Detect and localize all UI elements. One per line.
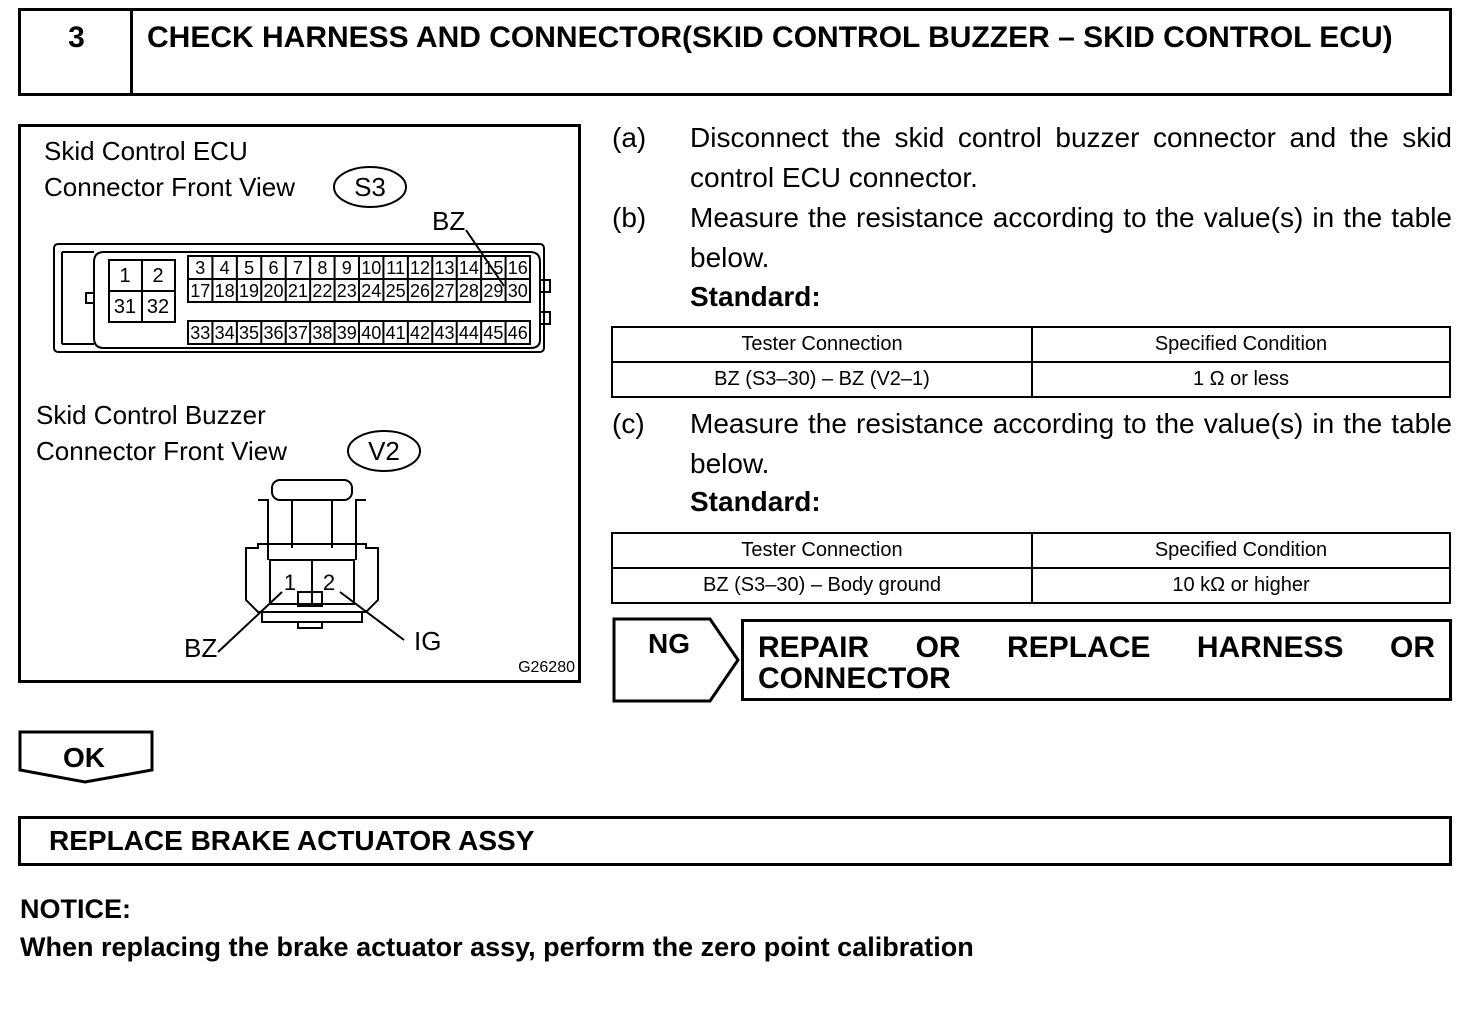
ecu-pin-6: 6	[268, 258, 279, 278]
ecu-pin-4: 4	[219, 258, 230, 278]
table2-header-connection: Tester Connection	[612, 533, 1032, 568]
notice-text: When replacing the brake actuator assy, perform the zero point calibration	[20, 932, 974, 962]
step-b-label: (b)	[612, 202, 647, 233]
table1-header-condition: Specified Condition	[1032, 327, 1450, 362]
ecu-pin-24: 24	[361, 281, 382, 301]
ecu-pin-14: 14	[458, 258, 479, 278]
step-c-text: Measure the resistance according to the value(s) in the table below.	[690, 408, 1452, 479]
ecu-pin-7: 7	[292, 258, 303, 278]
ecu-pin-10: 10	[361, 258, 382, 278]
ecu-pin-42: 42	[410, 323, 431, 343]
standard-label-1: Standard:	[690, 281, 821, 312]
ecu-pin-40: 40	[361, 323, 382, 343]
ecu-label-line1: Skid Control ECU	[44, 136, 248, 166]
table2-header-condition: Specified Condition	[1032, 533, 1450, 568]
ecu-pin-17: 17	[190, 281, 211, 301]
ecu-pin-38: 38	[312, 323, 333, 343]
ecu-pin-27: 27	[434, 281, 455, 301]
table1-cell-condition: 1 Ω or less	[1032, 362, 1450, 397]
ecu-pin-20: 20	[263, 281, 284, 301]
ecu-pin-5: 5	[244, 258, 255, 278]
buzzer-label-line1: Skid Control Buzzer	[36, 400, 266, 430]
ng-action	[741, 619, 1452, 701]
ok-arrow	[18, 730, 158, 786]
ecu-pin-12: 12	[410, 258, 431, 278]
step-b-text: Measure the resistance according to the value(s) in the table below.	[690, 202, 1452, 273]
figure-code: G26280	[518, 659, 575, 676]
buzzer-connector-code: V2	[368, 436, 400, 466]
ecu-pin-16: 16	[507, 258, 528, 278]
ecu-pin-25: 25	[385, 281, 406, 301]
step-number: 3	[18, 8, 132, 96]
ecu-pin-41: 41	[385, 323, 406, 343]
table2-cell-connection: BZ (S3–30) – Body ground	[612, 568, 1032, 603]
ecu-pin-37: 37	[287, 323, 308, 343]
ecu-pin-30: 30	[507, 281, 528, 301]
ecu-pin-9: 9	[341, 258, 352, 278]
step-c-label: (c)	[612, 408, 645, 439]
spec-table-2	[611, 532, 1451, 604]
table2-cell-condition: 10 kΩ or higher	[1032, 568, 1450, 603]
ecu-pin-15: 15	[483, 258, 504, 278]
buzzer-pin-2: 2	[322, 570, 336, 595]
ecu-pin-39: 39	[336, 323, 357, 343]
ecu-pin-21: 21	[287, 281, 308, 301]
ng-action-line2: CONNECTOR	[758, 662, 951, 695]
spec-table-1	[611, 326, 1451, 398]
standard-label-2: Standard:	[690, 486, 821, 517]
ecu-pin-28: 28	[458, 281, 479, 301]
ng-arrow	[612, 617, 742, 703]
ecu-pin-32: 32	[146, 296, 170, 318]
step-title: CHECK HARNESS AND CONNECTOR(SKID CONTROL BUZZER – SKID CONTROL ECU)	[130, 8, 1452, 96]
ecu-connector-code: S3	[354, 172, 386, 202]
ok-label: OK	[63, 742, 105, 773]
ecu-pin-46: 46	[507, 323, 528, 343]
ecu-pin-34: 34	[214, 323, 235, 343]
ecu-pin-33: 33	[190, 323, 211, 343]
ecu-pin-43: 43	[434, 323, 455, 343]
ecu-pin-18: 18	[214, 281, 235, 301]
final-action: REPLACE BRAKE ACTUATOR ASSY	[18, 816, 1452, 866]
ecu-pin-13: 13	[434, 258, 455, 278]
ecu-pin-1: 1	[119, 265, 131, 287]
table1-header-connection: Tester Connection	[612, 327, 1032, 362]
buzzer-label-line2: Connector Front View	[36, 436, 287, 466]
ecu-label-line2: Connector Front View	[44, 172, 295, 202]
ecu-pin-45: 45	[483, 323, 504, 343]
ecu-pin-23: 23	[336, 281, 357, 301]
ecu-pin-29: 29	[483, 281, 504, 301]
step-a-label: (a)	[612, 122, 647, 153]
ng-action-line1: REPAIR OR REPLACE HARNESS OR	[758, 631, 1435, 664]
connector-diagram-drawing	[0, 0, 600, 700]
ecu-pin-26: 26	[410, 281, 431, 301]
notice-heading: NOTICE:	[20, 894, 131, 924]
bz-pin-label: BZ	[432, 206, 466, 236]
ng-label: NG	[648, 628, 690, 659]
ecu-pin-22: 22	[312, 281, 333, 301]
ecu-pin-44: 44	[458, 323, 479, 343]
ecu-pin-8: 8	[317, 258, 328, 278]
ecu-pin-3: 3	[195, 258, 206, 278]
buzzer-pin-1: 1	[283, 570, 297, 595]
ecu-pin-2: 2	[152, 265, 164, 287]
ecu-pin-19: 19	[239, 281, 260, 301]
step-a-text: Disconnect the skid control buzzer connector and the skid control ECU connector.	[690, 122, 1452, 193]
ecu-pin-11: 11	[386, 258, 405, 278]
ecu-pin-31: 31	[113, 296, 137, 318]
buzzer-bz-label: BZ	[184, 633, 218, 663]
ecu-pin-35: 35	[239, 323, 260, 343]
table1-cell-connection: BZ (S3–30) – BZ (V2–1)	[612, 362, 1032, 397]
buzzer-ig-label: IG	[414, 626, 442, 656]
ecu-pin-36: 36	[263, 323, 284, 343]
